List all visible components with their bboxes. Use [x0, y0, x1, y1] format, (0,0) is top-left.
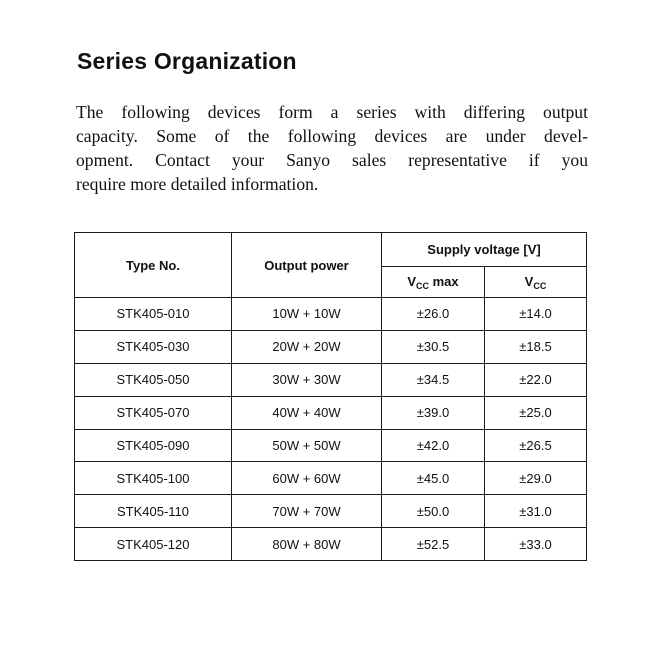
- header-type-no: Type No.: [75, 233, 232, 298]
- cell-output-power: 60W + 60W: [232, 462, 382, 495]
- table-row: [75, 429, 587, 462]
- table-row: [75, 462, 587, 495]
- table-row: [75, 396, 587, 429]
- cell-vcc-max: ±30.5: [382, 330, 485, 363]
- cell-output-power: 70W + 70W: [232, 495, 382, 528]
- cell-vcc: ±22.0: [485, 363, 587, 396]
- cell-vcc-max: ±34.5: [382, 363, 485, 396]
- cell-vcc: ±18.5: [485, 330, 587, 363]
- cell-vcc-max: ±39.0: [382, 396, 485, 429]
- table-row: [75, 363, 587, 396]
- header-vcc-max-subscript: CC: [416, 280, 430, 291]
- cell-vcc: ±33.0: [485, 528, 587, 561]
- cell-vcc-max: ±42.0: [382, 429, 485, 462]
- cell-type-no: STK405-090: [75, 429, 232, 462]
- cell-vcc: ±26.5: [485, 429, 587, 462]
- section-heading: Series Organization: [77, 48, 297, 74]
- table-row: [75, 330, 587, 363]
- cell-type-no: STK405-110: [75, 495, 232, 528]
- cell-type-no: STK405-050: [75, 363, 232, 396]
- series-table: [74, 232, 587, 561]
- cell-vcc-max: ±52.5: [382, 528, 485, 561]
- cell-type-no: STK405-120: [75, 528, 232, 561]
- cell-output-power: 10W + 10W: [232, 298, 382, 331]
- intro-line: require more detailed information.: [76, 174, 319, 194]
- header-supply-voltage: Supply voltage [V]: [382, 233, 587, 267]
- header-vcc-letter: V: [524, 273, 534, 289]
- cell-output-power: 50W + 50W: [232, 429, 382, 462]
- cell-vcc-max: ±50.0: [382, 495, 485, 528]
- header-vcc-max: [382, 267, 485, 298]
- cell-type-no: STK405-070: [75, 396, 232, 429]
- table-row: [75, 298, 587, 331]
- intro-line: opment. Contact your Sanyo sales representative if you: [76, 150, 588, 170]
- header-vcc: [485, 267, 587, 298]
- cell-type-no: STK405-100: [75, 462, 232, 495]
- intro-line: The following devices form a series with differing output: [76, 102, 588, 122]
- cell-output-power: 30W + 30W: [232, 363, 382, 396]
- cell-vcc: ±29.0: [485, 462, 587, 495]
- header-vcc-max-letter: V: [407, 273, 417, 289]
- intro-paragraph: [76, 100, 596, 196]
- cell-vcc: ±14.0: [485, 298, 587, 331]
- cell-output-power: 40W + 40W: [232, 396, 382, 429]
- cell-vcc-max: ±45.0: [382, 462, 485, 495]
- cell-vcc: ±25.0: [485, 396, 587, 429]
- cell-vcc-max: ±26.0: [382, 298, 485, 331]
- cell-type-no: STK405-030: [75, 330, 232, 363]
- cell-vcc: ±31.0: [485, 495, 587, 528]
- cell-output-power: 80W + 80W: [232, 528, 382, 561]
- table-row: [75, 495, 587, 528]
- header-vcc-subscript: CC: [533, 280, 547, 291]
- intro-line: capacity. Some of the following devices are under devel-: [76, 126, 588, 146]
- cell-type-no: STK405-010: [75, 298, 232, 331]
- header-vcc-max-suffix: max: [429, 273, 459, 289]
- table-row: [75, 528, 587, 561]
- header-output-power: Output power: [232, 233, 382, 298]
- cell-output-power: 20W + 20W: [232, 330, 382, 363]
